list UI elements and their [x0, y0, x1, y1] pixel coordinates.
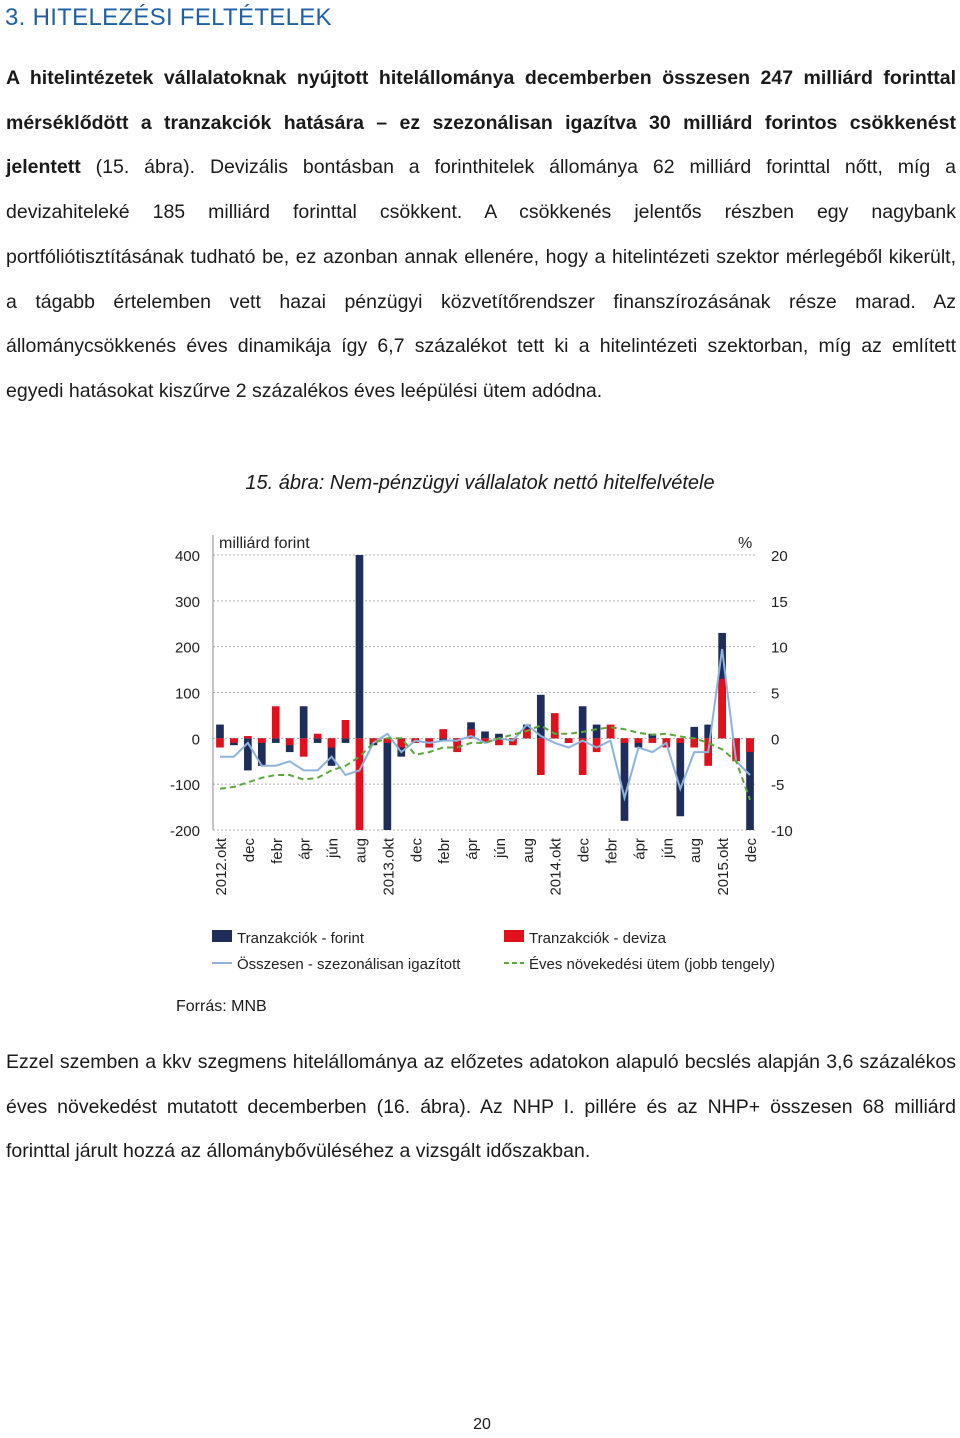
- y-tick-label: 100: [174, 685, 200, 703]
- bar-forint: [481, 731, 489, 738]
- bar-deviza: [746, 738, 754, 752]
- y2-tick-label: -10: [771, 823, 793, 840]
- legend-swatch: [212, 930, 232, 942]
- x-tick-label: febr: [603, 838, 621, 864]
- figure-title: 15. ábra: Nem-pénzügyi vállalatok nettó hitelfelvétele: [245, 472, 715, 494]
- bar-forint: [621, 738, 629, 821]
- bar-deviza: [579, 738, 587, 775]
- bar-deviza: [342, 720, 350, 738]
- x-tick-label: febr: [436, 838, 454, 864]
- figure-source: Forrás: MNB: [176, 998, 267, 1015]
- y2-tick-label: 0: [771, 731, 780, 749]
- bar-deviza: [439, 729, 447, 738]
- bar-forint: [384, 738, 392, 830]
- bar-deviza: [676, 738, 684, 743]
- left-axis-unit: milliárd forint: [219, 535, 310, 552]
- bar-deviza: [328, 738, 336, 747]
- y-tick-label: 400: [174, 548, 200, 565]
- x-tick-label: ápr: [464, 838, 482, 860]
- legend-label: Éves növekedési ütem (jobb tengely): [529, 956, 775, 973]
- bar-forint: [342, 738, 350, 743]
- x-tick-label: 2012.okt: [212, 838, 230, 896]
- x-tick-label: dec: [743, 838, 761, 863]
- x-tick-label: ápr: [296, 838, 314, 860]
- bar-deviza: [607, 725, 615, 739]
- bar-deviza: [537, 738, 545, 775]
- x-tick-label: dec: [240, 838, 258, 863]
- bar-forint: [216, 725, 224, 739]
- bar-forint: [300, 706, 308, 738]
- x-tick-label: dec: [408, 838, 426, 863]
- x-tick-label: 2015.okt: [715, 838, 733, 896]
- y2-tick-label: 20: [771, 548, 788, 565]
- bar-forint: [593, 725, 601, 739]
- intro-paragraph-rest: (15. ábra). Devizális bontásban a forinthitelek állománya 62 milliárd forinttal nőtt, míg a devizahiteleké 185 milliárd forinttal csökkent. A csökkenés jelentős részben egy nagybank portfóliótisztításának tudható be, ez azonban annak ellenére, hogy a hitelintézeti szektor mérlegéből kikerült, a tágabb értelemben vett hazai pénzügyi közvetítőrendszer finanszírozásának része marad. Az állománycsökkenés éves dinamikája így 6,7 százalékot tett ki a hitelintézeti szektorban, míg az említett egyedi hatásokat kiszűrve 2 százalékos éves leépülési ütem adódna.: [6, 156, 956, 402]
- bar-deviza: [356, 738, 364, 830]
- x-tick-label: dec: [575, 838, 593, 863]
- bar-deviza: [286, 738, 294, 745]
- bar-forint: [272, 738, 280, 743]
- legend-label: Tranzakciók - deviza: [529, 930, 666, 947]
- x-tick-label: jún: [491, 838, 509, 859]
- intro-paragraph-bold: A hitelintézetek vállalatoknak nyújtott hitelállománya decemberben összesen 247 milliárd forinttal mérséklődött a tranzakciók hatására – ez szezonálisan igazítva 30 milliárd forintos csökkenést jelentett: [6, 67, 956, 179]
- legend-label: Összesen - szezonálisan igazított: [237, 956, 461, 973]
- bar-deviza: [272, 706, 280, 738]
- x-tick-label: 2013.okt: [380, 838, 398, 896]
- bar-forint: [579, 706, 587, 738]
- x-tick-label: jún: [659, 838, 677, 859]
- x-tick-label: jún: [324, 838, 342, 859]
- bar-forint: [314, 738, 322, 743]
- y-tick-label: 200: [174, 639, 200, 657]
- bar-deviza: [621, 738, 629, 743]
- x-tick-label: aug: [687, 838, 705, 864]
- x-tick-label: aug: [352, 838, 370, 864]
- line-seasonally-adjusted: [220, 649, 750, 798]
- legend-swatch: [504, 930, 524, 942]
- bar-forint: [356, 555, 364, 738]
- right-axis-unit: %: [738, 535, 753, 552]
- bar-deviza: [565, 738, 573, 743]
- y2-tick-label: 15: [771, 593, 788, 611]
- bar-deviza: [718, 679, 726, 739]
- bar-deviza: [690, 738, 698, 747]
- bar-forint: [690, 727, 698, 738]
- x-tick-label: 2014.okt: [547, 838, 565, 896]
- bar-deviza: [230, 738, 238, 743]
- bar-deviza: [300, 738, 308, 756]
- x-tick-label: ápr: [631, 838, 649, 860]
- y-tick-label: -200: [169, 823, 200, 840]
- x-tick-label: aug: [519, 838, 537, 864]
- y-tick-label: 300: [174, 593, 200, 611]
- y2-tick-label: -5: [771, 777, 785, 795]
- bar-deviza: [635, 738, 643, 743]
- bar-deviza: [314, 734, 322, 739]
- section-heading: 3. HITELEZÉSI FELTÉTELEK: [5, 4, 332, 31]
- y2-tick-label: 10: [771, 639, 788, 657]
- bar-deviza: [216, 738, 224, 747]
- bar-deviza: [244, 736, 252, 738]
- bar-deviza: [258, 738, 266, 743]
- intro-paragraph: [6, 56, 956, 414]
- y-tick-label: 0: [191, 731, 200, 749]
- page-number: 20: [473, 1416, 491, 1433]
- bar-forint: [537, 695, 545, 739]
- y-tick-label: -100: [169, 777, 200, 795]
- legend-label: Tranzakciók - forint: [237, 930, 364, 947]
- net-borrowing-chart: [0, 515, 960, 990]
- x-tick-label: febr: [268, 838, 286, 864]
- bar-deviza: [649, 738, 657, 743]
- y2-tick-label: 5: [771, 685, 780, 703]
- sme-paragraph: Ezzel szemben a kkv szegmens hitelállománya az előzetes adatokon alapuló becslés alapján 3,6 százalékos éves növekedést mutatott decemberben (16. ábra). Az NHP I. pillére és az NHP+ összesen 68 milliárd forinttal járult hozzá az állománybővüléséhez a vizsgált időszakban.: [6, 1051, 956, 1163]
